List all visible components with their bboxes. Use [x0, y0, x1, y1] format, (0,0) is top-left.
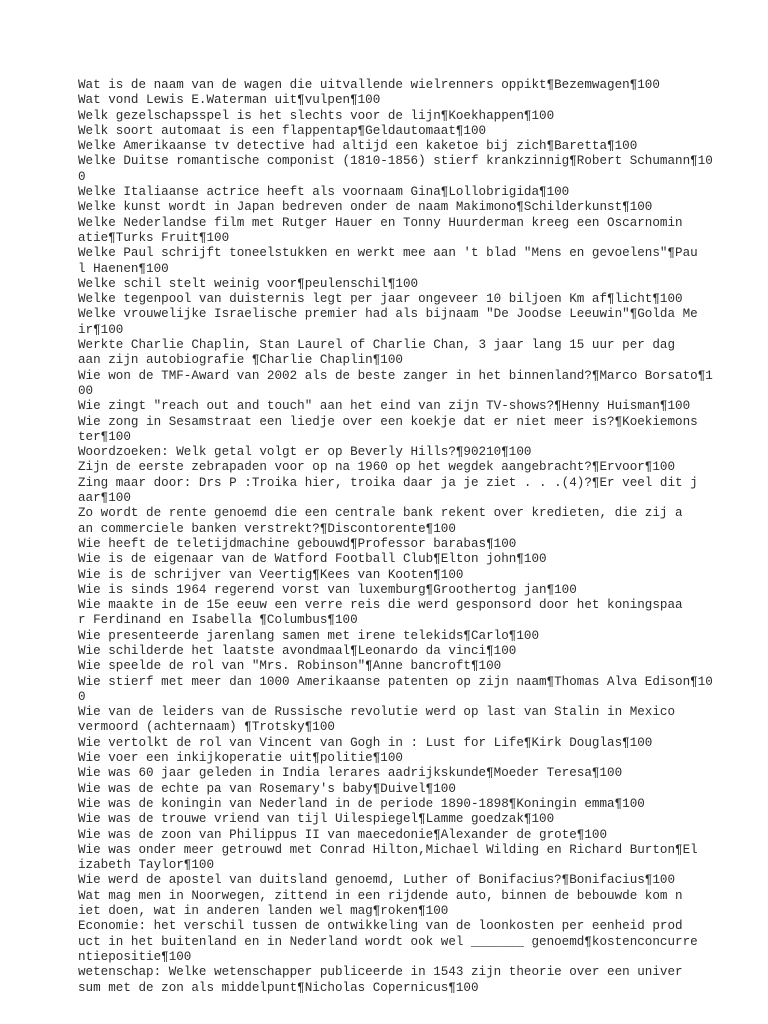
text-line: sum met de zon als middelpunt¶Nicholas Copernicus¶100 [78, 980, 479, 995]
text-line: Wie stierf met meer dan 1000 Amerikaanse patenten op zijn naam¶Thomas Alva Edison¶10 [78, 674, 713, 689]
text-line: 0 [78, 689, 86, 704]
text-line: r Ferdinand en Isabella ¶Columbus¶100 [78, 613, 358, 628]
text-line: ter¶100 [78, 429, 131, 444]
text-line: ir¶100 [78, 322, 124, 337]
text-line: Welke kunst wordt in Japan bedreven onder de naam Makimono¶Schilderkunst¶100 [78, 200, 653, 215]
text-line: Zo wordt de rente genoemd die een centrale bank rekent over kredieten, die zij a [78, 506, 683, 521]
text-line: vermoord (achternaam) ¶Trotsky¶100 [78, 720, 335, 735]
text-line: Wat mag men in Noorwegen, zittend in een rijdende auto, binnen de bebouwde kom n [78, 888, 683, 903]
text-line: Werkte Charlie Chaplin, Stan Laurel of Charlie Chan, 3 jaar lang 15 uur per dag [78, 338, 676, 353]
text-line: Welke vrouwelijke Israelische premier had als bijnaam "De Joodse Leeuwin"¶Golda Me [78, 307, 698, 322]
text-line: Wie van de leiders van de Russische revolutie werd op last van Stalin in Mexico [78, 705, 676, 720]
text-line: Wie schilderde het laatste avondmaal¶Leonardo da vinci¶100 [78, 643, 517, 658]
text-line: Wie was de trouwe vriend van tijl Uilespiegel¶Lamme goedzak¶100 [78, 812, 555, 827]
text-line: aar¶100 [78, 491, 131, 506]
quiz-text-block [78, 78, 718, 996]
text-line: Zijn de eerste zebrapaden voor op na 1960 op het wegdek aangebracht?¶Ervoor¶100 [78, 460, 676, 475]
text-line: iet doen, wat in anderen landen wel mag¶roken¶100 [78, 904, 449, 919]
text-line: Wie voer een inkijkoperatie uit¶politie¶100 [78, 751, 403, 766]
text-line: uct in het buitenland en in Nederland wordt ook wel _______ genoemd¶kostenconcurre [78, 934, 698, 949]
text-line: Wie zong in Sesamstraat een liedje over een koekje dat er niet meer is?¶Koekiemons [78, 414, 698, 429]
text-line: Wie werd de apostel van duitsland genoemd, Luther of Bonifacius?¶Bonifacius¶100 [78, 873, 676, 888]
text-line: Wie vertolkt de rol van Vincent van Gogh in : Lust for Life¶Kirk Douglas¶100 [78, 735, 653, 750]
text-line: l Haenen¶100 [78, 261, 169, 276]
text-line: ntiepositie¶100 [78, 949, 192, 964]
text-line: Wie was de koningin van Nederland in de periode 1890-1898¶Koningin emma¶100 [78, 796, 645, 811]
text-line: Welk gezelschapsspel is het slechts voor de lijn¶Koekhappen¶100 [78, 108, 555, 123]
text-line: Wie zingt "reach out and touch" aan het eind van zijn TV-shows?¶Henny Huisman¶100 [78, 399, 691, 414]
text-line: izabeth Taylor¶100 [78, 858, 215, 873]
text-line: 00 [78, 383, 94, 398]
text-line: Wie is de schrijver van Veertig¶Kees van Kooten¶100 [78, 567, 464, 582]
text-line: atie¶Turks Fruit¶100 [78, 230, 230, 245]
text-line: Wie heeft de teletijdmachine gebouwd¶Professor barabas¶100 [78, 536, 517, 551]
text-line: Welke Duitse romantische componist (1810-1856) stierf krankzinnig¶Robert Schumann¶10 [78, 154, 713, 169]
text-line: Wie was onder meer getrouwd met Conrad Hilton,Michael Wilding en Richard Burton¶El [78, 842, 698, 857]
text-line: Wie was 60 jaar geleden in India lerares aadrijkskunde¶Moeder Teresa¶100 [78, 766, 623, 781]
text-line: an commerciele banken verstrekt?¶Discontorente¶100 [78, 521, 456, 536]
text-line: Wie is de eigenaar van de Watford Football Club¶Elton john¶100 [78, 552, 547, 567]
text-line: Wie maakte in de 15e eeuw een verre reis die werd gesponsord door het koningspaa [78, 598, 683, 613]
text-line: Wie speelde de rol van "Mrs. Robinson"¶Anne bancroft¶100 [78, 659, 502, 674]
text-line: 0 [78, 169, 86, 184]
text-line: aan zijn autobiografie ¶Charlie Chaplin¶100 [78, 353, 403, 368]
text-line: Wie presenteerde jarenlang samen met irene telekids¶Carlo¶100 [78, 628, 540, 643]
text-line: Welke Nederlandse film met Rutger Hauer en Tonny Huurderman kreeg een Oscarnomin [78, 215, 683, 230]
text-line: Wat vond Lewis E.Waterman uit¶vulpen¶100 [78, 93, 381, 108]
text-line: Wie was de echte pa van Rosemary's baby¶Duivel¶100 [78, 781, 456, 796]
text-line: Woordzoeken: Welk getal volgt er op Beverly Hills?¶90210¶100 [78, 445, 532, 460]
text-line: Welke tegenpool van duisternis legt per jaar ongeveer 10 biljoen Km af¶licht¶100 [78, 292, 683, 307]
text-line: wetenschap: Welke wetenschapper publiceerde in 1543 zijn theorie over een univer [78, 965, 683, 980]
text-line: Wat is de naam van de wagen die uitvallende wielrenners oppikt¶Bezemwagen¶100 [78, 78, 660, 92]
text-line: Welke schil stelt weinig voor¶peulenschil¶100 [78, 276, 419, 291]
text-line: Welke Amerikaanse tv detective had altijd een kaketoe bij zich¶Baretta¶100 [78, 139, 638, 154]
text-line: Welke Paul schrijft toneelstukken en werkt mee aan 't blad "Mens en gevoelens"¶Pau [78, 246, 698, 261]
text-line: Wie is sinds 1964 regerend vorst van luxemburg¶Groothertog jan¶100 [78, 582, 577, 597]
text-line: Economie: het verschil tussen de ontwikkeling van de loonkosten per eenheid prod [78, 919, 683, 934]
text-line: Wie won de TMF-Award van 2002 als de beste zanger in het binnenland?¶Marco Borsato¶1 [78, 368, 713, 383]
text-line: Zing maar door: Drs P :Troika hier, troika daar ja je ziet . . .(4)?¶Er veel dit j [78, 475, 698, 490]
text-line: Wie was de zoon van Philippus II van maecedonie¶Alexander de grote¶100 [78, 827, 608, 842]
text-line: Welk soort automaat is een flappentap¶Geldautomaat¶100 [78, 123, 487, 138]
text-line: Welke Italiaanse actrice heeft als voornaam Gina¶Lollobrigida¶100 [78, 185, 570, 200]
